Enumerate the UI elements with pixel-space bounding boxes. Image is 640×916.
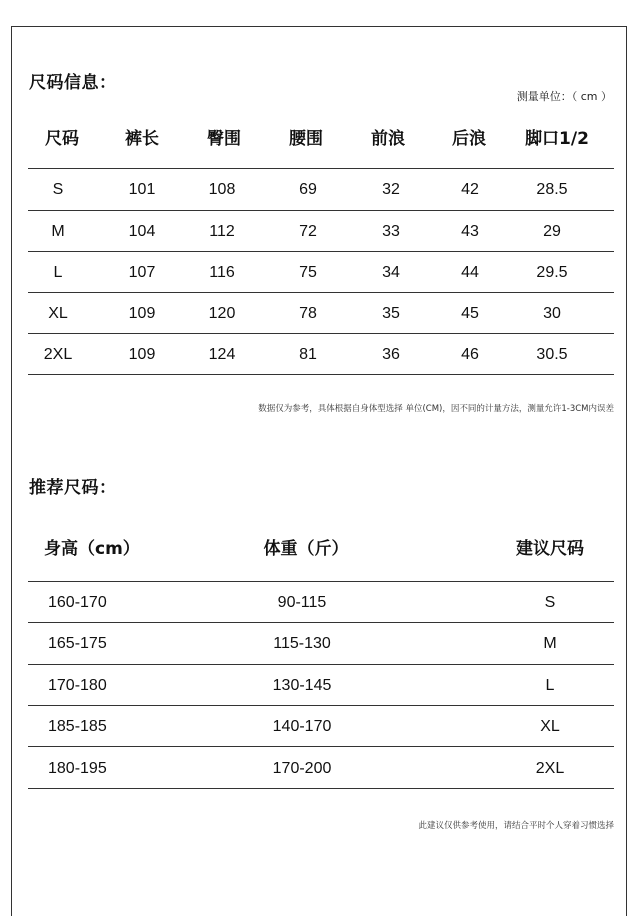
table-row (28, 212, 614, 252)
cell: 36 (382, 346, 400, 363)
cell: 180-195 (48, 760, 107, 777)
table-row (28, 666, 614, 706)
cell: 2XL (535, 760, 565, 777)
header-hip: 臀围 (207, 128, 241, 149)
cell: 115-130 (273, 635, 331, 652)
size-table-header (28, 116, 614, 156)
cell: 170-180 (48, 677, 107, 694)
table-row (28, 707, 614, 747)
cell: 46 (461, 346, 479, 363)
divider (28, 788, 614, 789)
cell: 81 (299, 346, 317, 363)
table-row (28, 294, 614, 334)
cell: 30.5 (536, 346, 568, 363)
recommend-footnote: 此建议仅供参考使用，请结合平时个人穿着习惯选择 (418, 821, 614, 831)
cell: 107 (128, 264, 156, 281)
cell: 112 (209, 223, 235, 240)
cell: 109 (128, 305, 156, 322)
cell: 120 (208, 305, 236, 322)
header-size: 尺码 (45, 128, 79, 149)
cell: 35 (382, 305, 400, 322)
header-back-rise: 后浪 (452, 128, 486, 149)
cell: 72 (299, 223, 317, 240)
header-length: 裤长 (125, 128, 159, 149)
cell: 30 (543, 305, 561, 322)
recommend-table-header (28, 526, 614, 566)
table-row (28, 749, 614, 789)
cell: 29.5 (536, 264, 568, 281)
divider (28, 374, 614, 375)
header-height: 身高（cm） (44, 538, 140, 559)
cell: XL (48, 305, 68, 322)
header-leg-opening: 脚口1/2 (525, 128, 589, 149)
table-row (28, 335, 614, 375)
recommend-title: 推荐尺码： (29, 478, 117, 498)
cell: 44 (461, 264, 479, 281)
cell: 160-170 (48, 594, 107, 611)
table-row (28, 170, 614, 210)
cell: 140-170 (272, 718, 332, 735)
divider (28, 168, 614, 169)
cell: S (52, 181, 64, 198)
cell: 165-175 (48, 635, 107, 652)
size-footnote: 数据仅为参考，具体根据自身体型选择 单位(CM)，因不同的计量方法，测量允许1-3CM内误差 (258, 404, 614, 414)
cell: 42 (461, 181, 479, 198)
divider (28, 664, 614, 665)
divider (28, 333, 614, 334)
cell: 104 (128, 223, 156, 240)
cell: 109 (128, 346, 156, 363)
size-info-title: 尺码信息： (29, 73, 117, 93)
header-waist: 腰围 (289, 128, 323, 149)
divider (28, 292, 614, 293)
cell: L (545, 677, 555, 694)
header-weight: 体重（斤） (263, 538, 349, 559)
table-row (28, 253, 614, 293)
cell: M (543, 635, 557, 652)
header-front-rise: 前浪 (371, 128, 405, 149)
unit-note: 测量单位：（ cm ） (516, 90, 612, 103)
cell: 43 (461, 223, 479, 240)
cell: 32 (382, 181, 400, 198)
cell: M (51, 223, 65, 240)
cell: 45 (461, 305, 479, 322)
divider (28, 705, 614, 706)
divider (28, 581, 614, 582)
cell: 124 (208, 346, 236, 363)
header-suggested-size: 建议尺码 (516, 538, 584, 559)
cell: 34 (382, 264, 400, 281)
cell: 101 (128, 181, 156, 198)
cell: 69 (299, 181, 317, 198)
divider (28, 622, 614, 623)
cell: 75 (299, 264, 317, 281)
cell: 90-115 (277, 594, 327, 611)
cell: 29 (543, 223, 561, 240)
cell: 78 (299, 305, 317, 322)
cell: S (544, 594, 556, 611)
cell: 28.5 (536, 181, 568, 198)
cell: 33 (382, 223, 400, 240)
table-row (28, 624, 614, 664)
cell: 185-185 (48, 718, 107, 735)
cell: L (53, 264, 63, 281)
cell: 170-200 (272, 760, 332, 777)
divider (28, 210, 614, 211)
cell: 130-145 (272, 677, 332, 694)
table-row (28, 583, 614, 623)
divider (28, 746, 614, 747)
cell: 108 (208, 181, 236, 198)
cell: XL (540, 718, 560, 735)
cell: 116 (209, 264, 235, 281)
divider (28, 251, 614, 252)
cell: 2XL (43, 346, 73, 363)
